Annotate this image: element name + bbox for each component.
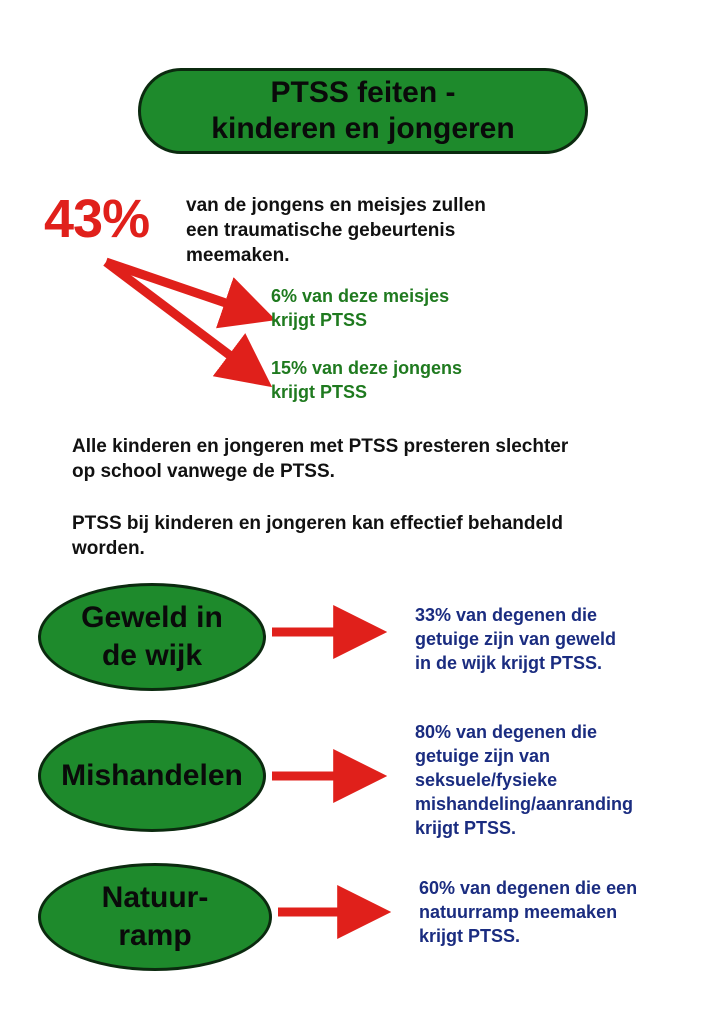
sub-stat-boys: 15% van deze jongens krijgt PTSS xyxy=(271,358,463,402)
title-line-2: kinderen en jongeren xyxy=(211,112,515,145)
stat-percentage: 43% xyxy=(44,189,150,249)
fact-natuurramp: 60% van degenen die een natuurramp meemaken krijgt PTSS. xyxy=(419,878,638,946)
title-line-1: PTSS feiten - xyxy=(270,76,456,109)
category-natuurramp: Natuur- ramp xyxy=(38,863,272,971)
arrow-to-girls xyxy=(106,262,252,312)
title-banner xyxy=(138,68,588,154)
category-geweld: Geweld in de wijk xyxy=(38,583,266,691)
category-mishandelen: Mishandelen xyxy=(38,720,266,832)
arrow-to-boys xyxy=(106,262,252,372)
paragraph-school: Alle kinderen en jongeren met PTSS presteren slechter op school vanwege de PTSS. xyxy=(72,436,569,482)
sub-stat-girls: 6% van deze meisjes krijgt PTSS xyxy=(271,286,450,330)
fact-geweld: 33% van degenen die getuige zijn van geweld in de wijk krijgt PTSS. xyxy=(415,605,617,673)
fact-mishandelen: 80% van degenen die getuige zijn van seksuele/fysieke mishandeling/aanranding krijgt PTSS. xyxy=(415,722,634,838)
stat-description: van de jongens en meisjes zullen een traumatische gebeurtenis meemaken. xyxy=(186,195,486,266)
paragraph-treatment: PTSS bij kinderen en jongeren kan effectief behandeld worden. xyxy=(72,513,563,559)
